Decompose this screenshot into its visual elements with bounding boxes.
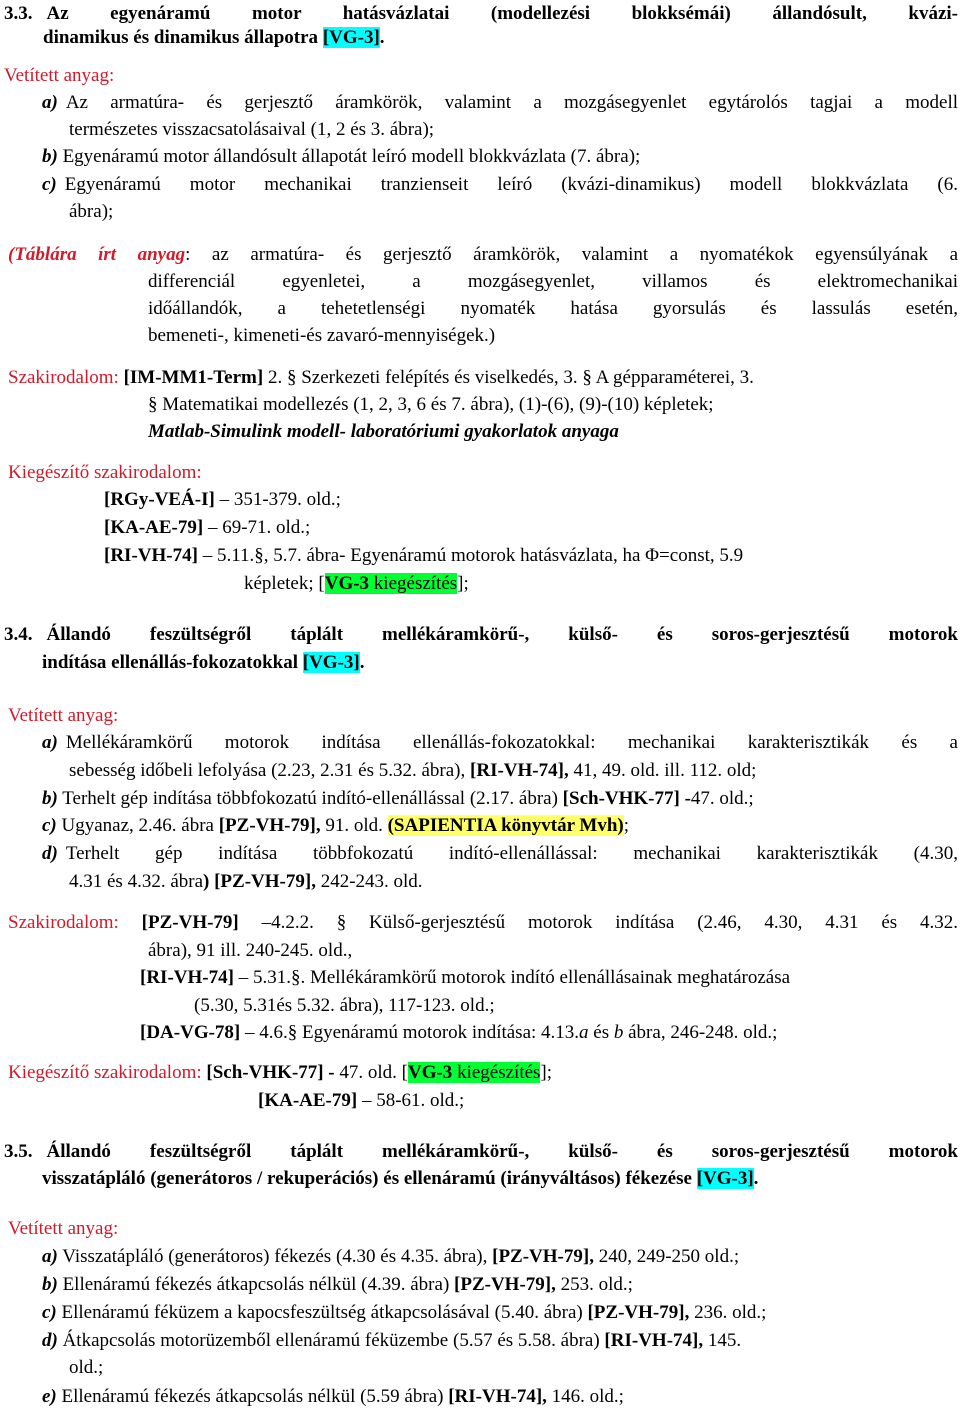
section-number: 3.4.: [4, 624, 33, 645]
item-a-line1: a) Mellékáramkörű motorok indítása ellenállás-fokozatokkal: mechanikai karakterisztikák és a: [42, 732, 958, 753]
item-c: c) Ugyanaz, 2.46. ábra [PZ-VH-79], 91. old. (SAPIENTIA könyvtár Mvh);: [42, 815, 630, 836]
vg3-ref: [VG-3]: [696, 1168, 754, 1189]
kiegeszito-label: Kiegészítő szakirodalom:: [8, 1062, 202, 1083]
szakirodalom-ref-2-line2: (5.30, 5.31és 5.32. ábra), 117-123. old.;: [194, 995, 495, 1016]
item-b: b) Ellenáramú fékezés átkapcsolás nélkül (4.39. ábra) [PZ-VH-79], 253. old.;: [42, 1274, 633, 1295]
tablara-line4: bemeneti-, kimeneti-és zavaró-mennyiségek.): [148, 325, 496, 346]
vetitett-label: Vetített anyag:: [4, 65, 115, 86]
item-c-line1: c) Egyenáramú motor mechanikai tranzienseit leíró (kvázi-dinamikus) modell blokkvázlata (6.: [42, 174, 958, 195]
item-e: e) Ellenáramú fékezés átkapcsolás nélkül (5.59 ábra) [RI-VH-74], 146. old.;: [42, 1386, 624, 1407]
section-3-3-title-line2: dinamikus és dinamikus állapotra [VG-3].: [43, 27, 385, 48]
item-d-line2: 4.31 és 4.32. ábra) [PZ-VH-79], 242-243. old.: [69, 871, 423, 892]
title-text: Az egyenáramú motor hatásvázlatai (modellezési blokksémái) állandósult, kvázi-: [46, 3, 958, 24]
item-c-line2: ábra);: [69, 201, 114, 222]
item-b: b) Egyenáramú motor állandósult állapotát leíró modell blokkvázlata (7. ábra);: [42, 146, 641, 167]
item-a-line2: természetes visszacsatolásaival (1, 2 és 3. ábra);: [69, 119, 435, 140]
szakirodalom-ref-3: [DA-VG-78] – 4.6.§ Egyenáramú motorok indítása: 4.13.a és b ábra, 246-248. old.;: [140, 1022, 778, 1043]
item-d: d) Átkapcsolás motorüzemből ellenáramú féküzembe (5.57 és 5.58. ábra) [RI-VH-74], 145.: [42, 1330, 742, 1351]
kieg-ref-2: [KA-AE-79] – 69-71. old.;: [104, 517, 311, 538]
item-d-line2: old.;: [69, 1357, 104, 1378]
item-a: a) Visszatápláló (generátoros) fékezés (4.30 és 4.35. ábra), [PZ-VH-79], 240, 249-250 old.;: [42, 1246, 740, 1267]
szakirodalom-label: Szakirodalom:: [8, 367, 119, 388]
kieg-ref-1: [RGy-VEÁ-I] – 351-379. old.;: [104, 489, 341, 510]
vetitett-label: Vetített anyag:: [8, 1218, 119, 1239]
kiegeszito-line1: Kiegészítő szakirodalom: [Sch-VHK-77] - 47. old. [VG-3 kiegészítés];: [8, 1062, 553, 1083]
item-a-line1: a) Az armatúra- és gerjesztő áramkörök, valamint a mozgásegyenlet egytárolós tagjai a modell: [42, 92, 958, 113]
szakirodalom-label: Szakirodalom:: [8, 912, 119, 933]
vg3-ref: [VG-3]: [322, 27, 380, 48]
tablara-label: (Táblára írt anyag: [8, 244, 186, 265]
szakirodalom-line2: ábra), 91 ill. 240-245. old.,: [148, 940, 353, 961]
section-3-4-title-line1: 3.4. Állandó feszültségről táplált mellékáramkörű-, külső- és soros-gerjesztésű motorok: [4, 624, 958, 645]
szakirodalom-line1: Szakirodalom: [PZ-VH-79] –4.2.2. § Külső-gerjesztésű motorok indítása (2.46, 4.30, 4.31 és 4.32.: [8, 912, 959, 933]
kiegeszito-label: Kiegészítő szakirodalom:: [8, 462, 202, 483]
tablara-line2: differenciál egyenletei, a mozgásegyenlet, villamos és elektromechanikai: [148, 271, 958, 292]
szakirodalom-line2: § Matematikai modellezés (1, 2, 3, 6 és 7. ábra), (1)-(6), (9)-(10) képletek;: [148, 394, 714, 415]
kieg-ref-3-line2: képletek; [VG-3 kiegészítés];: [244, 573, 469, 594]
item-b: b) Terhelt gép indítása többfokozatú indító-ellenállással (2.17. ábra) [Sch-VHK-77] -47. old.;: [42, 788, 754, 809]
szakirodalom-line3: Matlab-Simulink modell- laboratóriumi gyakorlatok anyaga: [148, 421, 619, 442]
tablara-line3: időállandók, a tehetetlenségi nyomaték hatása gyorsulás és lassulás esetén,: [148, 298, 958, 319]
vg3-ref: [VG-3]: [302, 652, 360, 673]
item-c: c) Ellenáramú féküzem a kapocsfeszültség átkapcsolásával (5.40. ábra) [PZ-VH-79], 236. old.;: [42, 1302, 767, 1323]
kieg-ref-3: [RI-VH-74] – 5.11.§, 5.7. ábra- Egyenáramú motorok hatásvázlata, ha Φ=const, 5.9: [104, 545, 744, 566]
section-3-5-title-line1: 3.5. Állandó feszültségről táplált mellékáramkörű-, külső- és soros-gerjesztésű motorok: [4, 1141, 958, 1162]
section-3-4-title-line2: indítása ellenállás-fokozatokkal [VG-3].: [42, 652, 365, 673]
section-number: 3.5.: [4, 1141, 33, 1162]
kieg-ref-2: [KA-AE-79] – 58-61. old.;: [258, 1090, 465, 1111]
vetitett-label: Vetített anyag:: [8, 705, 119, 726]
section-3-3-title-line1: [4, 2, 958, 26]
szakirodalom-line1: Szakirodalom: [IM-MM1-Term] 2. § Szerkezeti felépítés és viselkedés, 3. § A gépparaméterei, 3.: [8, 367, 754, 388]
section-3-5-title-line2: visszatápláló (generátoros / rekuperációs) és ellenáramú (irányváltásos) fékezése [VG-3].: [42, 1168, 759, 1189]
item-a-line2: sebesség időbeli lefolyása (2.23, 2.31 és 5.32. ábra), [RI-VH-74], 41, 49. old. ill. 112. old;: [69, 760, 757, 781]
item-d-line1: d) Terhelt gép indítása többfokozatú indító-ellenállással: mechanikai karakterisztikák (4.30,: [42, 843, 958, 864]
tablara-line1: (Táblára írt anyag: az armatúra- és gerjesztő áramkörök, valamint a nyomatékok egyensúlyának a: [8, 244, 959, 265]
sapientia-highlight: (SAPIENTIA könyvtár Mvh): [387, 815, 624, 836]
szakirodalom-ref-2: [RI-VH-74] – 5.31.§. Mellékáramkörű motorok indító ellenállásainak meghatározása: [140, 967, 791, 988]
section-number: 3.3.: [4, 3, 33, 24]
